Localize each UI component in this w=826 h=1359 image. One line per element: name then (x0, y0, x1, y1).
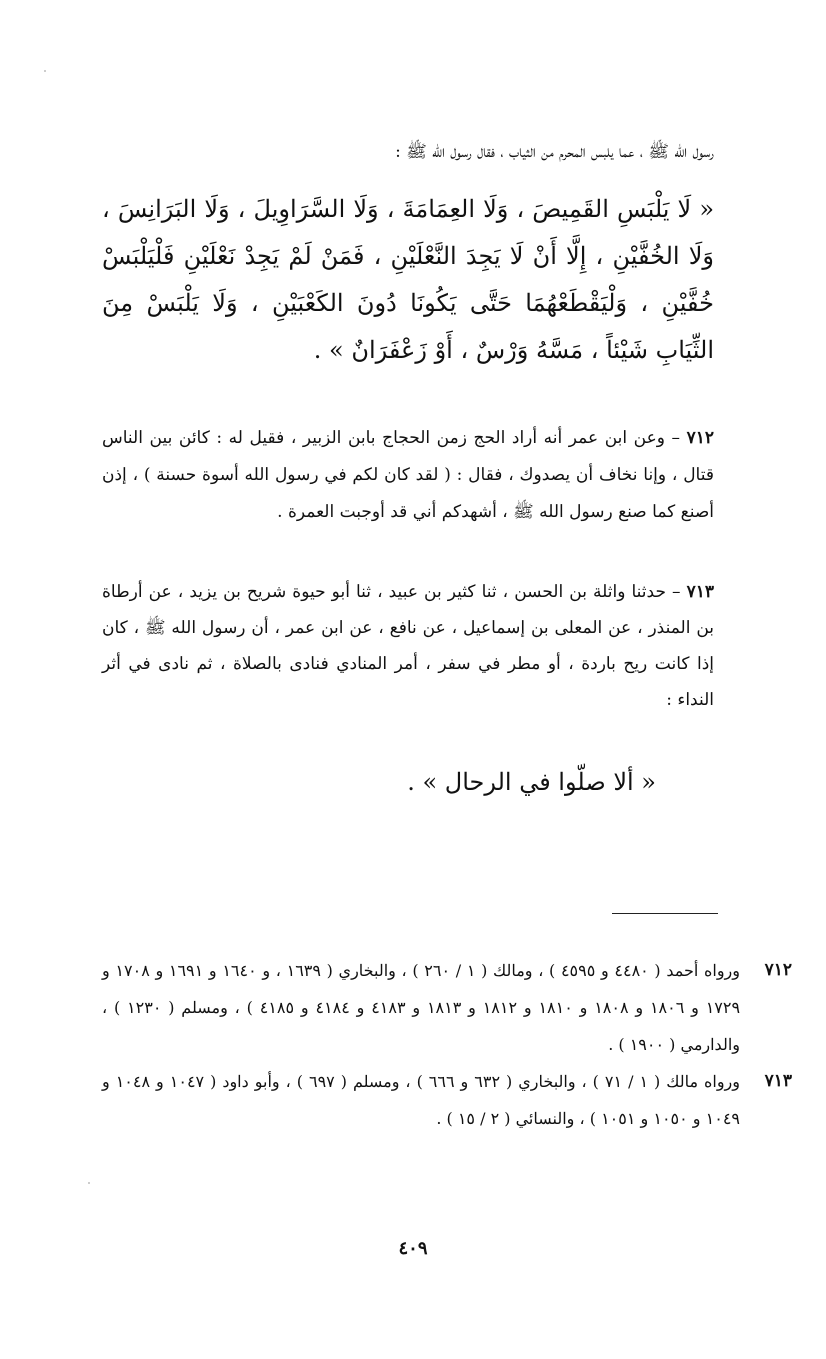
footnote-number: ٧١٣ (764, 1071, 792, 1091)
hadith-711-text: « لَا يَلْبَسِ القَمِيصَ ، وَلَا العِمَامَةَ ، وَلَا السَّرَاوِيلَ ، وَلَا البَرَانِسَ ، وَلَا الخُفَّيْنِ ، إِلَّا أَنْ لَا يَجِدَ النَّعْلَيْنِ ، فَمَنْ لَمْ يَجِدْ نَعْلَيْنِ فَلْيَلْبَسْ خُفَّيْنِ ، وَلْيَقْطَعْهُمَا حَتَّى يَكُونَا دُونَ الكَعْبَيْنِ ، وَلَا يَلْبَسْ مِنَ الثِّيَابِ شَيْئاً ، مَسَّهُ وَرْسٌ ، أَوْ زَعْفَرَانٌ » . (102, 195, 714, 364)
footnote-text: ورواه مالك ( ١ / ٧١ ) ، والبخاري ( ٦٣٢ و ٦٦٦ ) ، ومسلم ( ٦٩٧ ) ، وأبو داود ( ١٠٤٧ و ١٠٤٨ و ١٠٤٩ و ١٠٥٠ و ١٠٥١ ) ، والنسائي ( ٢ / ١٥ ) . (102, 1072, 741, 1128)
hadith-712-text: وعن ابن عمر أنه أراد الحج زمن الحجاج بابن الزبير ، فقيل له : كائن بين الناس قتال ، وإنا نخاف أن يصدوك ، فقال : ( لقد كان لكم في رسول الله أسوة حسنة ) ، إذن أصنع كما صنع رسول الله ﷺ ، أشهدكم أني قد أوجبت العمرة . (102, 428, 714, 522)
hadith-712-dash: – (664, 428, 681, 448)
hadith-713 (102, 574, 714, 718)
footnote-712 (102, 952, 792, 1063)
page-number: ٤٠٩ (398, 1238, 428, 1259)
footnotes (102, 952, 792, 1137)
scan-speck (88, 1182, 90, 1184)
hadith-713-quote: « ألا صلّوا في الرحال » . (407, 768, 656, 796)
hadith-712 (102, 420, 714, 531)
scan-speck (44, 70, 46, 72)
footnote-text: ورواه أحمد ( ٤٤٨٠ و ٤٥٩٥ ) ، ومالك ( ١ / ٢٦٠ ) ، والبخاري ( ١٦٣٩ ، و ١٦٤٠ و ١٦٩١ و ١٧٠٨ و ١٧٢٩ و ١٨٠٦ و ١٨٠٨ و ١٨١٠ و ١٨١٢ و ١٨١٣ و ٤١٨٣ و ٤١٨٤ و ٤١٨٥ ) ، ومسلم ( ١٢٣٠ ) ، والدارمي ( ١٩٠٠ ) . (102, 961, 741, 1054)
hadith-712-number: ٧١٢ (686, 428, 714, 448)
footnote-713 (102, 1063, 792, 1137)
hadith-713-number: ٧١٣ (686, 582, 715, 602)
hadith-713-dash: – (665, 582, 681, 602)
hadith-713-text: حدثنا واثلة بن الحسن ، ثنا كثير بن عبيد ، ثنا أبو حيوة شريح بن يزيد ، عن أرطاة بن المنذر ، عن المعلى بن إسماعيل ، عن نافع ، عن ابن عمر ، أن رسول الله ﷺ ، كان إذا كانت ريح باردة ، أو مطر في سفر ، أمر المنادي فنادى بالصلاة ، ثم نادى في أثر النداء : (102, 582, 714, 710)
footnote-separator (612, 913, 718, 914)
footnote-number: ٧١٢ (764, 960, 792, 980)
intro-line: رسول الله ﷺ ، عما يلبس المحرم من الثياب ، فقال رسول الله ﷺ : (395, 142, 714, 162)
